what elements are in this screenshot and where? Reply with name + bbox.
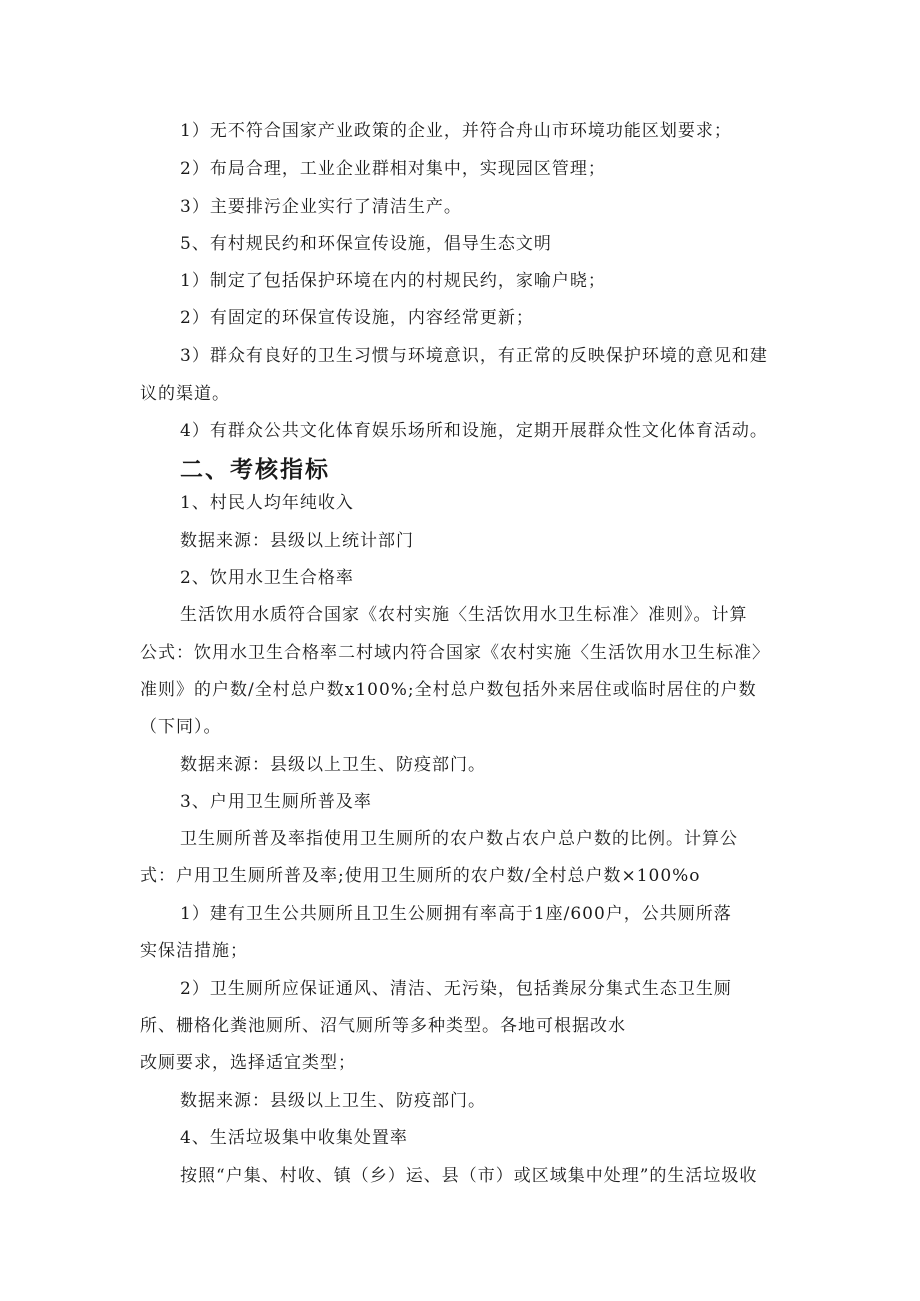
text-line: 4、生活垃圾集中收集处置率 [180, 1128, 408, 1148]
text-line: 改厕要求，选择适宜类型； [140, 1053, 356, 1073]
text-line: 1、村民人均年纯收入 [180, 493, 354, 513]
text-line: 3）群众有良好的卫生习惯与环境意识，有正常的反映保护环境的意见和建 [180, 346, 768, 366]
text-line: 3、户用卫生厕所普及率 [180, 792, 372, 812]
text-line: 2）有固定的环保宣传设施，内容经常更新； [180, 308, 534, 328]
text-line: 生活饮用水质符合国家《农村实施〈生活饮用水卫生标准〉准则》。计算 [180, 605, 748, 625]
text-line: 议的渠道。 [140, 384, 230, 404]
text-line: （下同）。 [140, 717, 222, 737]
text-line: 公式：饮用水卫生合格率二村域内符合国家《农村实施〈生活饮用水卫生标准〉 [140, 643, 770, 663]
text-line: 1）制定了包括保护环境在内的村规民约，家喻户晓； [180, 271, 606, 291]
text-line: 准则》的户数/全村总户数x100%;全村总户数包括外来居住或临时居住的户数 [140, 680, 757, 700]
text-line: 数据来源：县级以上卫生、防疫部门。 [180, 1091, 486, 1111]
text-line: 所、栅格化粪池厕所、沼气厕所等多种类型。各地可根据改水 [140, 1016, 626, 1036]
text-line: 卫生厕所普及率指使用卫生厕所的农户数占农户总户数的比例。计算公 [180, 829, 738, 849]
text-line: 2、饮用水卫生合格率 [180, 568, 354, 588]
text-line: 1）建有卫生公共厕所且卫生公厕拥有率高于1座/600户，公共厕所落 [180, 904, 732, 924]
text-line: 数据来源：县级以上卫生、防疫部门。 [180, 755, 486, 775]
text-line: 2）布局合理，工业企业群相对集中，实现园区管理； [180, 159, 606, 179]
text-line: 3）主要排污企业实行了清洁生产。 [180, 197, 462, 217]
text-line: 实保洁措施； [140, 941, 248, 961]
text-line: 按照“户集、村收、镇（乡）运、县（市）或区域集中处理”的生活垃圾收 [180, 1166, 758, 1186]
text-line: 式：户用卫生厕所普及率;使用卫生厕所的农户数/全村总户数×100%o [140, 866, 701, 886]
text-line: 5、有村规民约和环保宣传设施，倡导生态文明 [180, 234, 552, 254]
text-line: 2）卫生厕所应保证通风、清洁、无污染，包括粪尿分集式生态卫生厕 [180, 979, 732, 999]
section-heading: 二、考核指标 [180, 457, 330, 483]
text-line: 4）有群众公共文化体育娱乐场所和设施，定期开展群众性文化体育活动。 [180, 421, 768, 441]
text-line: 数据来源：县级以上统计部门 [180, 531, 414, 551]
text-line: 1）无不符合国家产业政策的企业，并符合舟山市环境功能区划要求； [180, 121, 732, 141]
